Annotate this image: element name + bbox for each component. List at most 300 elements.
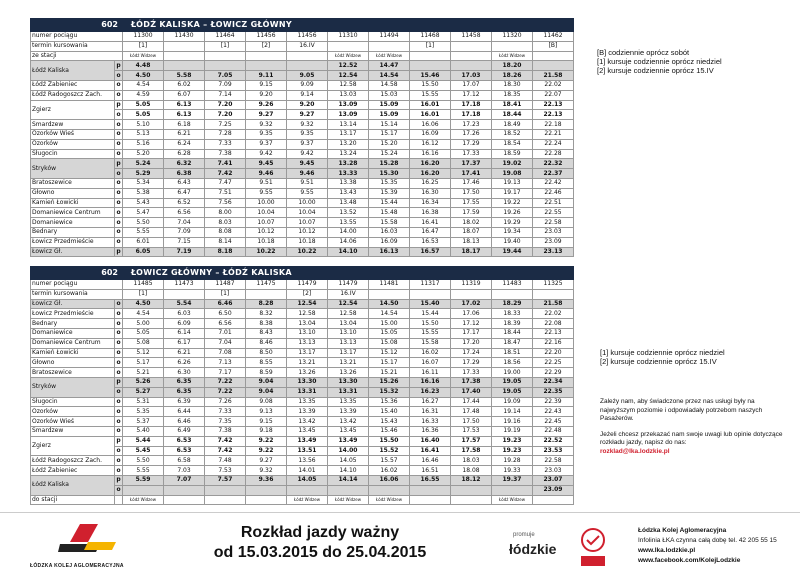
- website-link[interactable]: www.lka.lodzkie.pl: [638, 547, 696, 554]
- cell: 17.37: [451, 159, 492, 169]
- row-label: numer pociągu: [31, 280, 123, 290]
- cell: 7.25: [205, 120, 246, 130]
- note-line: [2] kursuje codziennie oprócz 15.IV: [600, 357, 717, 366]
- cell: 10.04: [246, 208, 287, 218]
- cell: 19.16: [492, 417, 533, 427]
- cell: 6.52: [164, 198, 205, 208]
- cell: 22.37: [533, 169, 574, 179]
- cell: [164, 289, 205, 299]
- arr-dep-flag: o: [116, 110, 121, 118]
- cell: 10.22: [287, 247, 328, 257]
- cell: 8.59: [246, 368, 287, 378]
- cell: 11494: [369, 32, 410, 42]
- cell: 22.13: [533, 110, 574, 120]
- cell: [1]: [123, 41, 164, 51]
- cell: 22.13: [533, 328, 574, 338]
- cell: 16.09: [369, 237, 410, 247]
- cell: 5.50: [123, 218, 164, 228]
- cell: 5.58: [164, 71, 205, 81]
- cell: 16.06: [369, 475, 410, 485]
- cell: 5.31: [123, 397, 164, 407]
- cell: 14.06: [328, 237, 369, 247]
- cell: 18.30: [492, 80, 533, 90]
- cell: Łódź Widzew: [369, 495, 410, 505]
- cell: 11464: [205, 32, 246, 42]
- info-paragraph: Zależy nam, aby świadczone przez nas usługi były na najwyższym poziomie i odpowiadały potrzebom naszych Pasażerów.: [600, 398, 763, 422]
- cell: 5.47: [123, 208, 164, 218]
- table-row: [31, 397, 574, 407]
- cell: 23.07: [533, 475, 574, 485]
- cell: 7.01: [205, 328, 246, 338]
- cell: 19.28: [492, 456, 533, 466]
- arr-dep-flag: p: [116, 378, 121, 386]
- cell: 7.03: [164, 466, 205, 476]
- cell: 17.12: [451, 319, 492, 329]
- cell: 17.33: [451, 149, 492, 159]
- table-row: [31, 466, 574, 476]
- arr-dep-flag: o: [116, 91, 121, 99]
- info-row: [31, 41, 574, 51]
- cell: 13.39: [328, 407, 369, 417]
- cell: 7.38: [205, 149, 246, 159]
- cell: 5.37: [123, 417, 164, 427]
- cell: 15.32: [369, 387, 410, 397]
- cell: [492, 41, 533, 51]
- table-header: [31, 19, 574, 32]
- cell: 18.51: [492, 348, 533, 358]
- cell: 11325: [533, 280, 574, 290]
- cell: 11462: [533, 32, 574, 42]
- cell: 9.51: [246, 178, 287, 188]
- cell: 13.42: [287, 417, 328, 427]
- cell: 6.18: [164, 120, 205, 130]
- cell: 9.55: [287, 188, 328, 198]
- cell: 7.05: [205, 71, 246, 81]
- cell: 11468: [410, 32, 451, 42]
- cell: 8.14: [205, 237, 246, 247]
- cell: 8.18: [205, 247, 246, 257]
- cell: 17.03: [451, 71, 492, 81]
- cell: 8.38: [246, 319, 287, 329]
- table-row: [31, 348, 574, 358]
- arr-dep-flag: o: [116, 71, 121, 79]
- cell: 22.43: [533, 407, 574, 417]
- cell: 22.18: [533, 120, 574, 130]
- cell: 11481: [369, 280, 410, 290]
- arr-dep-flag: o: [116, 179, 121, 187]
- cell: 9.18: [246, 426, 287, 436]
- cell: 6.38: [164, 169, 205, 179]
- cell: 6.02: [164, 80, 205, 90]
- cell: 15.52: [369, 446, 410, 456]
- cell: 13.31: [287, 387, 328, 397]
- cell: [410, 289, 451, 299]
- cell: 9.42: [287, 149, 328, 159]
- cell: 13.56: [287, 456, 328, 466]
- cell: 15.58: [369, 218, 410, 228]
- cell: 22.25: [533, 358, 574, 368]
- cell: 9.35: [246, 129, 287, 139]
- cell: 13.49: [287, 436, 328, 446]
- cell: 9.45: [246, 159, 287, 169]
- cell: 13.17: [328, 129, 369, 139]
- cell: 22.55: [533, 208, 574, 218]
- cell: 7.28: [205, 129, 246, 139]
- cell: 13.55: [328, 218, 369, 228]
- cell: 17.46: [451, 178, 492, 188]
- cell: 9.27: [246, 110, 287, 120]
- cell: 19.05: [492, 377, 533, 387]
- table-row: [31, 120, 574, 130]
- cell: 5.05: [123, 110, 164, 120]
- info-row: [31, 51, 574, 61]
- cell: 14.05: [328, 456, 369, 466]
- cell: 22.48: [533, 426, 574, 436]
- arr-dep-flag: o: [116, 397, 121, 405]
- cell: 9.15: [246, 80, 287, 90]
- arr-dep-flag: p: [116, 100, 121, 108]
- cell: 22.35: [533, 387, 574, 397]
- cell: 6.05: [123, 247, 164, 257]
- cell: 13.20: [328, 139, 369, 149]
- arr-dep-flag: o: [116, 299, 121, 307]
- cell: 16.20: [410, 169, 451, 179]
- table-row: [31, 338, 574, 348]
- arr-dep-flag: o: [116, 456, 121, 464]
- cell: 5.59: [123, 475, 164, 485]
- feedback-email[interactable]: rozklad@lka.lodzkie.pl: [600, 447, 670, 455]
- row-label: ze stacji: [31, 51, 123, 61]
- cell: 18.02: [451, 218, 492, 228]
- cell: 7.41: [205, 159, 246, 169]
- cell: 16.12: [410, 139, 451, 149]
- cell: 9.45: [287, 159, 328, 169]
- table-row: [31, 159, 574, 169]
- cell: 15.03: [369, 90, 410, 100]
- cell: 14.10: [328, 247, 369, 257]
- route-title: ŁÓDŹ KALISKA – ŁOWICZ GŁÓWNY: [123, 19, 574, 32]
- cell: 10.00: [287, 198, 328, 208]
- cell: 18.20: [492, 61, 533, 71]
- arr-dep-flag: o: [116, 417, 121, 425]
- cell: 17.57: [451, 436, 492, 446]
- facebook-link[interactable]: www.facebook.com/KolejLodzkie: [638, 557, 741, 564]
- cell: 13.35: [328, 397, 369, 407]
- cell: 6.50: [205, 309, 246, 319]
- cell: 11317: [410, 280, 451, 290]
- cell: 16.11: [410, 368, 451, 378]
- cell: 11300: [123, 32, 164, 42]
- cell: [164, 485, 205, 495]
- cell: 9.11: [246, 71, 287, 81]
- cell: 6.56: [205, 319, 246, 329]
- station-name: Ozorków: [31, 407, 115, 417]
- cell: [B]: [533, 41, 574, 51]
- timetable-lodz-lowicz: [30, 18, 574, 257]
- table-row: [31, 319, 574, 329]
- cell: 17.38: [451, 377, 492, 387]
- table-row: [31, 495, 574, 505]
- cell: 15.08: [369, 338, 410, 348]
- cell: 15.39: [369, 188, 410, 198]
- arr-dep-flag: o: [116, 198, 121, 206]
- cell: 9.20: [287, 100, 328, 110]
- cell: 6.35: [164, 387, 205, 397]
- cell: 13.13: [287, 338, 328, 348]
- station-name: Kamień Łowicki: [31, 348, 115, 358]
- cell: 8.50: [246, 348, 287, 358]
- cell: [451, 41, 492, 51]
- cell: 6.35: [164, 377, 205, 387]
- cell: 19.37: [492, 475, 533, 485]
- station-name: Ozorków Wieś: [31, 129, 115, 139]
- cell: 6.58: [164, 456, 205, 466]
- table-row: [31, 208, 574, 218]
- cell: 13.26: [287, 368, 328, 378]
- cell: 19.22: [492, 198, 533, 208]
- cell: 9.46: [246, 169, 287, 179]
- cell: 7.48: [205, 456, 246, 466]
- cell: 15.50: [369, 436, 410, 446]
- arr-dep-flag: o: [116, 486, 121, 494]
- cell: 19.05: [492, 387, 533, 397]
- cell: 16.02: [410, 348, 451, 358]
- cell: 6.21: [164, 348, 205, 358]
- cell: 5.35: [123, 407, 164, 417]
- cell: 9.42: [246, 149, 287, 159]
- cell: 12.54: [328, 71, 369, 81]
- infoline: Infolinia ŁKA czynna całą dobę tel. 42 205 55 15: [638, 537, 777, 544]
- line-number: 602: [31, 19, 123, 32]
- cell: 17.23: [451, 120, 492, 130]
- cell: 6.46: [205, 299, 246, 309]
- cell: 5.54: [164, 299, 205, 309]
- cell: 18.39: [492, 319, 533, 329]
- cell: 5.05: [123, 100, 164, 110]
- table-row: [31, 61, 574, 71]
- cell: 19.13: [492, 178, 533, 188]
- cell: 17.20: [451, 338, 492, 348]
- cell: 13.17: [328, 348, 369, 358]
- cell: 9.27: [287, 110, 328, 120]
- cell: 17.50: [451, 188, 492, 198]
- arr-dep-flag: o: [116, 149, 121, 157]
- cell: 19.34: [492, 227, 533, 237]
- table-row: [31, 299, 574, 309]
- station-name: Sługocin: [31, 397, 115, 407]
- cell: 13.10: [287, 328, 328, 338]
- cell: 8.00: [205, 208, 246, 218]
- cell: 9.36: [246, 475, 287, 485]
- cell: 7.20: [205, 100, 246, 110]
- cell: [1]: [205, 289, 246, 299]
- info-row: [31, 32, 574, 42]
- cell: 13.38: [328, 178, 369, 188]
- cell: 15.50: [410, 80, 451, 90]
- arr-dep-flag: o: [116, 218, 121, 226]
- station-name: Domaniewice: [31, 328, 115, 338]
- cell: Łódź Widzew: [492, 51, 533, 61]
- cell: [287, 51, 328, 61]
- cell: 14.00: [328, 227, 369, 237]
- station-name: Bratoszewice: [31, 368, 115, 378]
- cell: 5.34: [123, 178, 164, 188]
- cell: [205, 485, 246, 495]
- cell: 17.55: [451, 198, 492, 208]
- cell: [451, 495, 492, 505]
- cell: 18.26: [492, 71, 533, 81]
- cell: [287, 61, 328, 71]
- station-name: Łódź Żabieniec: [31, 466, 115, 476]
- cell: 13.39: [287, 407, 328, 417]
- cell: 7.19: [164, 247, 205, 257]
- cell: 7.47: [205, 178, 246, 188]
- table-row: [31, 368, 574, 378]
- cell: 4.48: [123, 61, 164, 71]
- cell: 7.56: [205, 198, 246, 208]
- cell: 16.IV: [328, 289, 369, 299]
- station-name: Kamień Łowicki: [31, 198, 115, 208]
- cell: 15.26: [369, 377, 410, 387]
- table-row: [31, 377, 574, 387]
- cell: 7.04: [205, 338, 246, 348]
- cell: 7.51: [205, 188, 246, 198]
- cell: 8.43: [246, 328, 287, 338]
- arr-dep-flag: o: [116, 368, 121, 376]
- cell: 6.56: [164, 208, 205, 218]
- station-name: Domaniewice Centrum: [31, 338, 115, 348]
- arr-dep-flag: o: [116, 120, 121, 128]
- cell: 22.13: [533, 100, 574, 110]
- cell: 17.29: [451, 139, 492, 149]
- table-row: [31, 309, 574, 319]
- cell: 17.24: [451, 348, 492, 358]
- promo-big-text: łódzkie: [509, 541, 557, 557]
- row-label: termin kursowania: [31, 41, 123, 51]
- cell: 5.50: [123, 456, 164, 466]
- cell: 7.08: [205, 348, 246, 358]
- cell: 4.54: [123, 309, 164, 319]
- cell: 7.15: [164, 237, 205, 247]
- cell: 18.07: [451, 227, 492, 237]
- cell: 10.07: [246, 218, 287, 228]
- cell: 9.27: [246, 456, 287, 466]
- arr-dep-flag: p: [116, 247, 121, 255]
- arr-dep-flag: o: [116, 228, 121, 236]
- cell: [2]: [246, 41, 287, 51]
- cell: 14.54: [369, 71, 410, 81]
- cell: 14.00: [328, 446, 369, 456]
- station-name: Łowicz Przedmieście: [31, 237, 115, 247]
- cell: 22.20: [533, 348, 574, 358]
- cell: 12.58: [287, 309, 328, 319]
- cell: 6.53: [164, 446, 205, 456]
- cell: 13.42: [328, 417, 369, 427]
- table-row: [31, 456, 574, 466]
- cell: 6.49: [164, 426, 205, 436]
- arr-dep-flag: [115, 495, 123, 505]
- cell: 13.09: [328, 110, 369, 120]
- arr-dep-flag: o: [116, 208, 121, 216]
- cell: 8.46: [246, 338, 287, 348]
- cell: 19.33: [492, 466, 533, 476]
- cell: Łódź Widzew: [492, 495, 533, 505]
- cell: [205, 495, 246, 505]
- cell: 15.58: [410, 338, 451, 348]
- info-paragraph: Jeżeli chcesz przekazać nam swoje uwagi lub opinie dotyczące rozkładu jazdy, napisz do nas:: [600, 430, 783, 446]
- cell: 9.09: [287, 80, 328, 90]
- cell: 13.04: [328, 319, 369, 329]
- cell: [492, 289, 533, 299]
- cell: 5.21: [123, 368, 164, 378]
- station-name: Sługocin: [31, 149, 115, 159]
- arr-dep-flag: o: [116, 348, 121, 356]
- cell: 7.22: [205, 377, 246, 387]
- cell: 15.35: [369, 178, 410, 188]
- table-row: [31, 80, 574, 90]
- cell: 13.10: [328, 328, 369, 338]
- cell: 13.13: [328, 338, 369, 348]
- station-name: Bratoszewice: [31, 178, 115, 188]
- cell: 10.07: [287, 218, 328, 228]
- cell: 22.02: [533, 309, 574, 319]
- cell: 11479: [328, 280, 369, 290]
- cell: 16.20: [410, 159, 451, 169]
- cell: 11319: [451, 280, 492, 290]
- table-row: [31, 218, 574, 228]
- cell: [1]: [205, 41, 246, 51]
- cell: [205, 51, 246, 61]
- promo-small-text: promuje: [513, 532, 535, 538]
- cell: 19.00: [492, 368, 533, 378]
- cell: 5.38: [123, 188, 164, 198]
- cell: 5.29: [123, 169, 164, 179]
- cell: 11456: [246, 32, 287, 42]
- cell: 7.38: [205, 426, 246, 436]
- cell: 17.18: [451, 110, 492, 120]
- cell: 9.35: [287, 129, 328, 139]
- cell: 18.35: [492, 90, 533, 100]
- station-name: Łowicz Gł.: [31, 299, 115, 309]
- cell: 4.50: [123, 71, 164, 81]
- cell: 18.29: [492, 299, 533, 309]
- cell: 11456: [287, 32, 328, 42]
- note-line: [1] kursuje codziennie oprócz niedziel: [600, 348, 725, 357]
- arr-dep-flag: o: [116, 189, 121, 197]
- cell: 7.33: [205, 407, 246, 417]
- station-name: Domaniewice Centrum: [31, 208, 115, 218]
- station-name: Bednary: [31, 319, 115, 329]
- cell: 16.01: [410, 110, 451, 120]
- cell: 17.12: [451, 90, 492, 100]
- cell: 15.36: [369, 397, 410, 407]
- table-row: [31, 475, 574, 485]
- cell: 16.51: [410, 466, 451, 476]
- cell: 19.40: [492, 237, 533, 247]
- cell: 6.21: [164, 129, 205, 139]
- cell: 17.48: [451, 407, 492, 417]
- cell: 6.28: [164, 149, 205, 159]
- cell: 9.22: [246, 436, 287, 446]
- table-row: [31, 227, 574, 237]
- cell: 19.26: [492, 208, 533, 218]
- cell: 18.44: [492, 110, 533, 120]
- cell: 10.22: [246, 247, 287, 257]
- cell: 16.03: [369, 227, 410, 237]
- cell: 5.40: [123, 426, 164, 436]
- arr-dep-flag: o: [116, 407, 121, 415]
- cell: [451, 51, 492, 61]
